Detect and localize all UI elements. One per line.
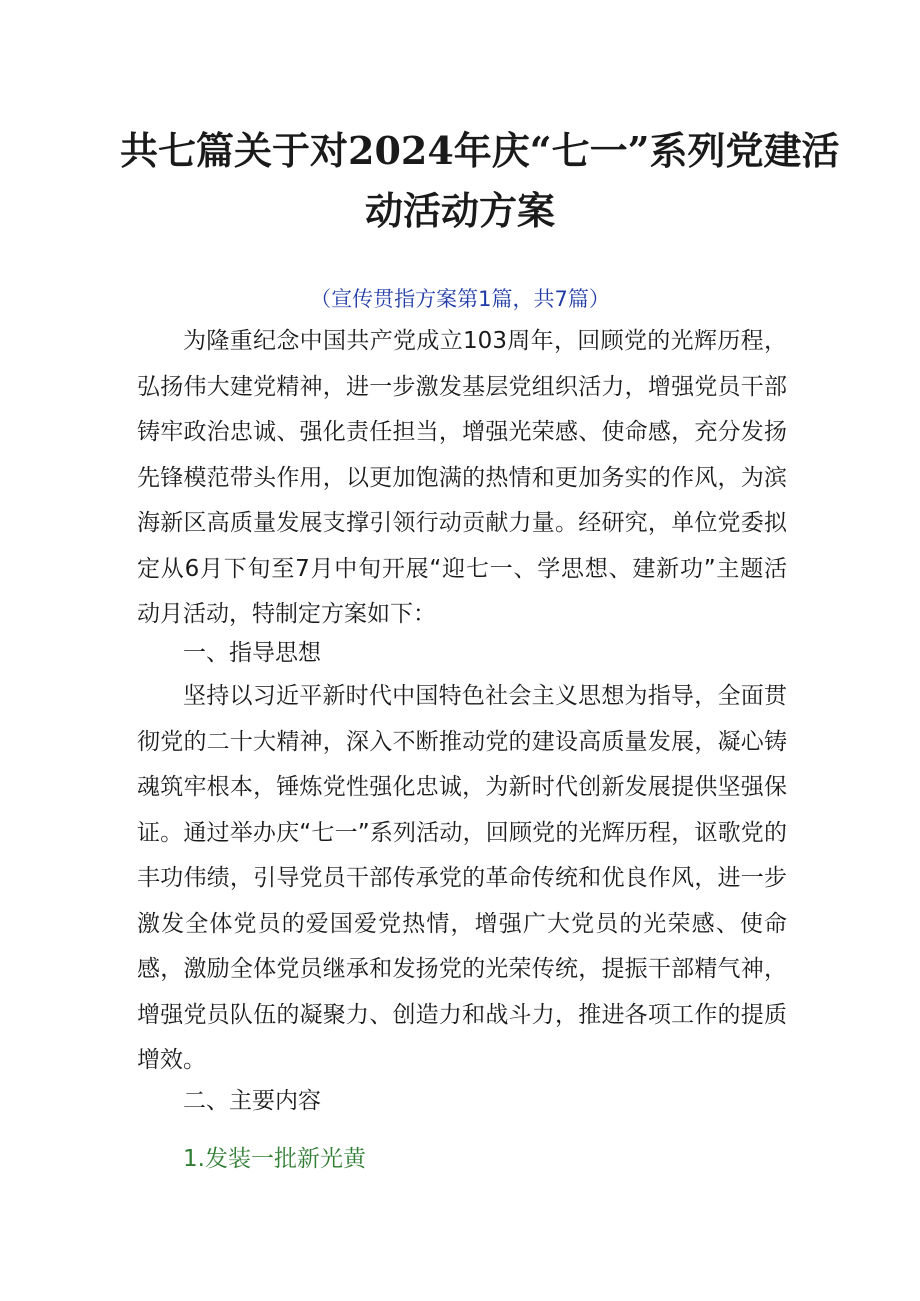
guiding-ideology-paragraph: 坚持以习近平新时代中国特色社会主义思想为指导，全面贯彻党的二十大精神，深入不断推动党的建设高质量发展，凝心铸魂筑牢根本，锤炼党性强化忠诚，为新时代创新发展提供坚强保证。通过举办庆“七一”系列活动，回顾党的光辉历程，讴歌党的丰功伟绩，引导党员干部传承党的革命传统和优良作风，进一步激发全体党员的爱国爱党热情，增强广大党员的光荣感、使命感，激励全体党员继承和发扬党的光荣传统，提振干部精气神，增强党员队伍的凝聚力、创造力和战斗力，推进各项工作的提质增效。	[137, 683, 787, 1073]
document-title-line-2: 动活动方案	[364, 188, 555, 233]
section-heading-main-content: 二、主要内容	[183, 1088, 321, 1114]
document-subtitle: （宣传贯指方案第1篇，共7篇）	[310, 287, 610, 311]
main-content-item-1: 1.发装一批新光黄	[183, 1146, 366, 1172]
section-heading-guiding-ideology: 一、指导思想	[183, 640, 321, 666]
document-title-line-1: 共七篇关于对2024年庆“七一”系列党建活	[120, 128, 840, 173]
intro-paragraph: 为隆重纪念中国共产党成立103周年，回顾党的光辉历程，弘扬伟大建党精神，进一步激发基层党组织活力，增强党员干部铸牢政治忠诚、强化责任担当，增强光荣感、使命感，充分发扬先锋模范带头作用，以更加饱满的热情和更加务实的作风，为滨海新区高质量发展支撑引领行动贡献力量。经研究，单位党委拟定从6月下旬至7月中旬开展“迎七一、学思想、建新功”主题活动月活动，特制定方案如下：	[137, 328, 787, 627]
